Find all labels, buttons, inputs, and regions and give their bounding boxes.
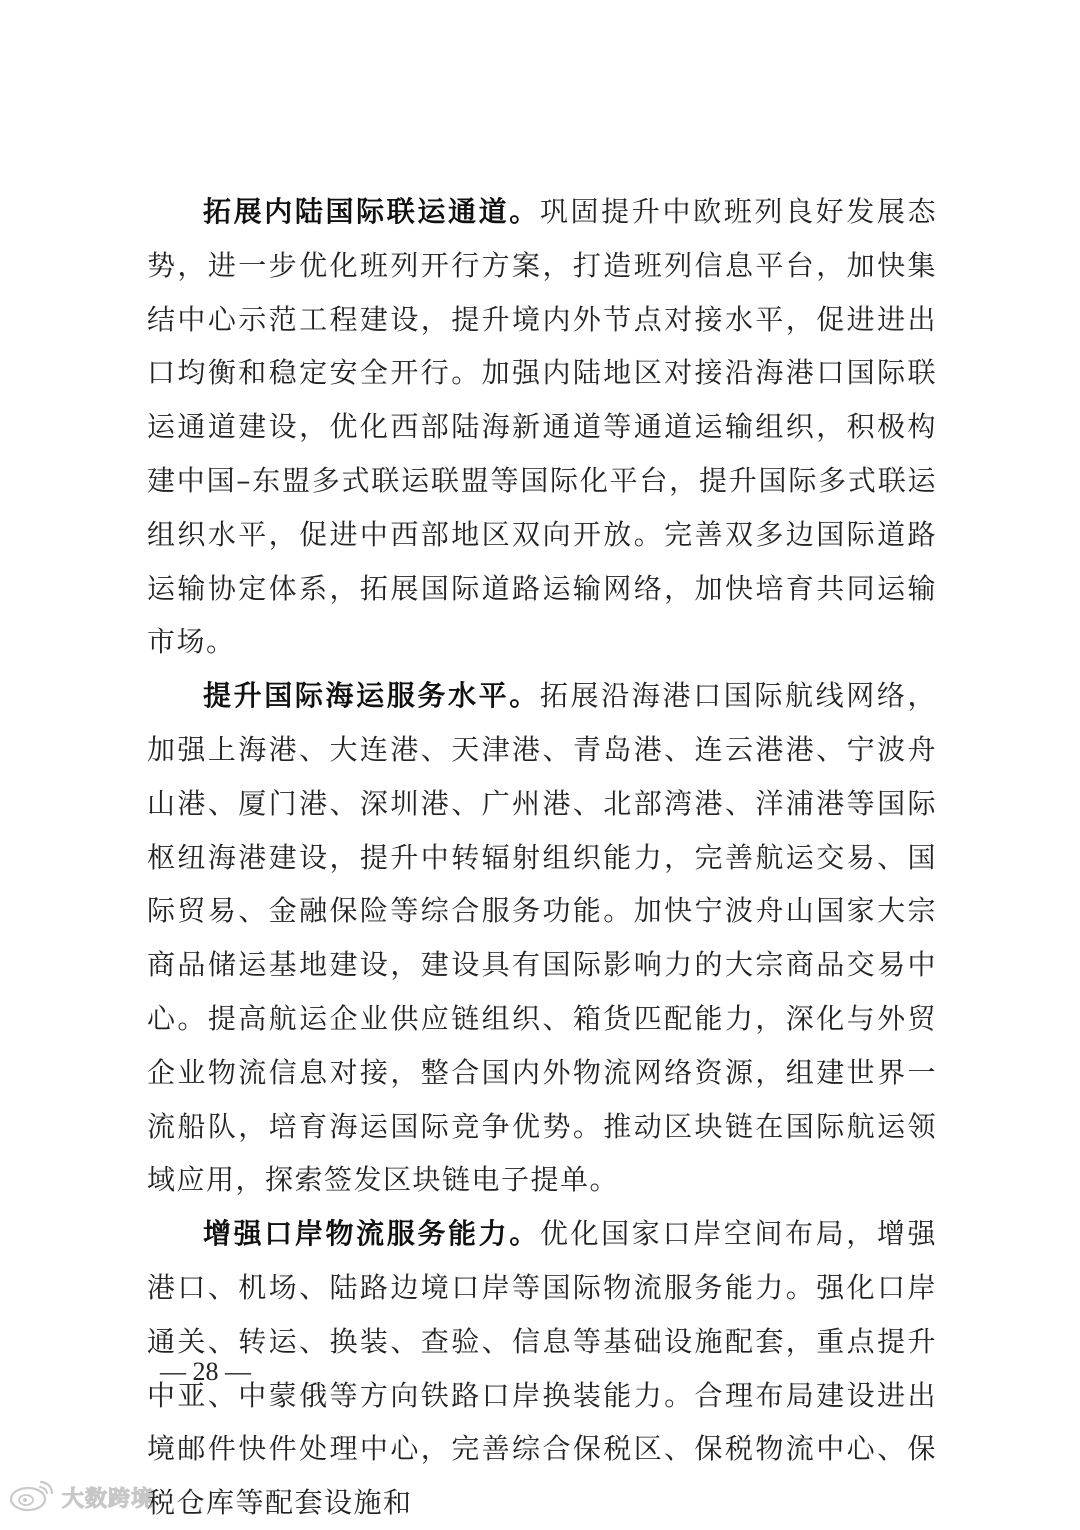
paragraph-lead: 拓展内陆国际联运通道。 [203, 195, 540, 228]
paragraph-lead: 提升国际海运服务水平。 [203, 679, 540, 713]
paragraph-maritime-service [147, 669, 937, 1207]
document-body [147, 185, 937, 1530]
paragraph-text: 拓展沿海港口国际航线网络，加强上海港、大连港、天津港、青岛港、连云港港、宁波舟山港、厦门港、深圳港、广州港、北部湾港、洋浦港等国际枢纽海港建设，提升中转辐射组织能力，完善航运交易、国际贸易、金融保险等综合服务功能。加快宁波舟山国家大宗商品储运基地建设，建设具有国际影响力的大宗商品交易中心。提高航运企业供应链组织、箱货匹配能力，深化与外贸企业物流信息对接，整合国内外物流网络资源，组建世界一流船队，培育海运国际竞争优势。推动区块链在国际航运领域应用，探索签发区块链电子提单。 [147, 679, 937, 1197]
weibo-logo-icon [8, 1478, 56, 1516]
paragraph-text: 巩固提升中欧班列良好发展态势，进一步优化班列开行方案，打造班列信息平台，加快集结中心示范工程建设，提升境内外节点对接水平，促进进出口均衡和稳定安全开行。加强内陆地区对接沿海港口国际联运通道建设，优化西部陆海新通道等通道运输组织，积极构建中国–东盟多式联运联盟等国际化平台，提升国际多式联运组织水平，促进中西部地区双向开放。完善双多边国际道路运输协定体系，拓展国际道路运输网络，加快培育共同运输市场。 [147, 195, 937, 659]
watermark-text: 大数跨境 [62, 1485, 155, 1511]
paragraph-text: 优化国家口岸空间布局，增强港口、机场、陆路边境口岸等国际物流服务能力。强化口岸通关、转运、换装、查验、信息等基础设施配套，重点提升中亚、中蒙俄等方向铁路口岸换装能力。合理布局建设进出境邮件快件处理中心，完善综合保税区、保税物流中心、保税仓库等配套设施和 [147, 1217, 937, 1520]
paragraph-lead: 增强口岸物流服务能力。 [203, 1217, 540, 1251]
paragraph-inland-corridor [147, 185, 937, 669]
page-number: — 28 — [160, 1357, 251, 1386]
paragraph-port-logistics [147, 1207, 937, 1530]
watermark [8, 1478, 154, 1516]
